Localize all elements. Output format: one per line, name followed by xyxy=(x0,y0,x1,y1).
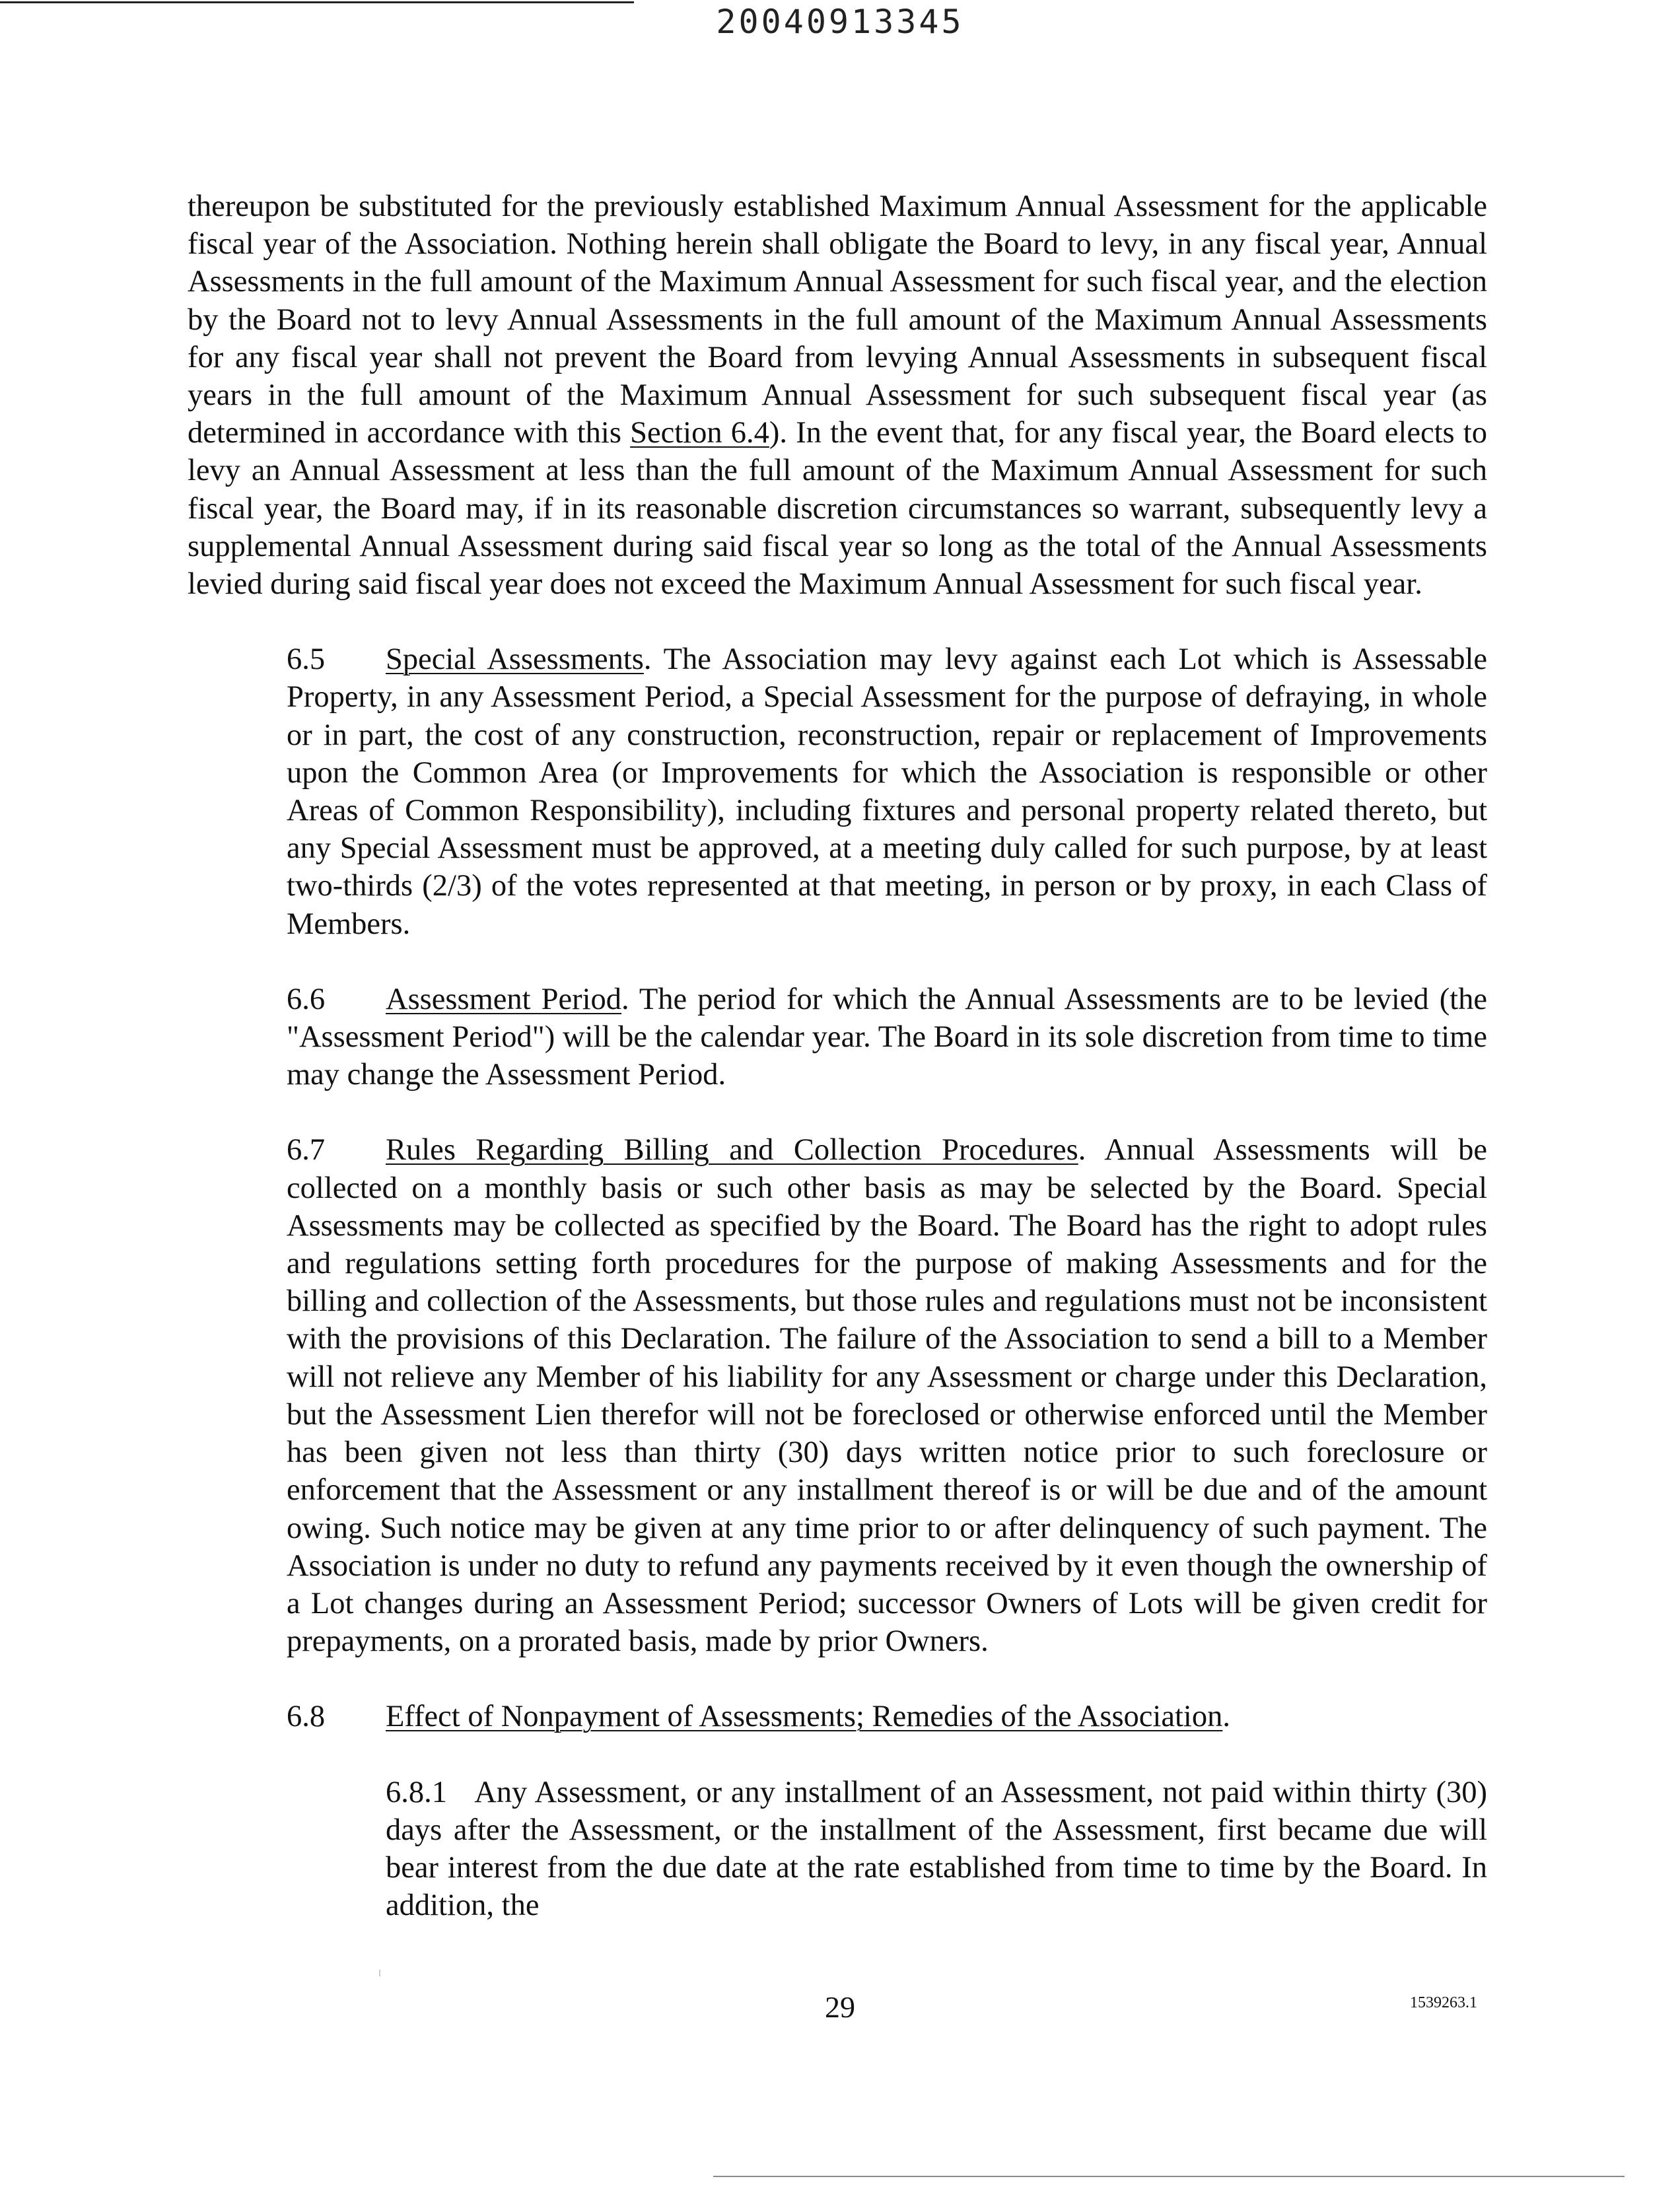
p1-text-after: ). In the event that, for any fiscal year, the Board elects to levy an Annual Assessment at less than the full amount of the Maximum Annual Assessment for such fiscal year, the Board may, if in its reasonable discretion circumstances so warrant, subsequently levy a supplemental Annual Assessment during said fiscal year so long as the total of the Annual Assessments levied during said fiscal year does not exceed the Maximum Annual Assessment for such fiscal year. xyxy=(188,416,1487,602)
subsection-number: 6.8.1 xyxy=(386,1775,447,1809)
page-number: 29 xyxy=(825,1990,855,2024)
section-6-6 xyxy=(188,981,1487,1094)
section-6-8 xyxy=(188,1698,1487,1735)
paragraph-continuation xyxy=(188,188,1487,603)
recording-number: 20040913345 xyxy=(716,3,964,41)
p1-text-before: thereupon be substituted for the previously established Maximum Annual Assessment for the applicable fiscal year of the Association. Nothing herein shall obligate the Board to levy, in any fiscal year, Annual Assessments in the full amount of the Maximum Annual Assessment for such fiscal year, and the election by the Board not to levy Annual Assessments in the full amount of the Maximum Annual Assessments for any fiscal year shall not prevent the Board from levying Annual Assessments in subsequent fiscal years in the full amount of the Maximum Annual Assessment for such subsequent fiscal year (as determined in accordance with this xyxy=(188,190,1487,450)
section-number: 6.7 xyxy=(287,1133,326,1167)
section-title: Special Assessments xyxy=(386,642,644,677)
section-body: . The Association may levy against each Lot which is Assessable Property, in any Assessment Period, a Special Assessment for the purpose of defraying, in whole or in part, the cost of any construction, reconstruction, repair or replacement of Improvements upon the Common Area (or Improvements for which the Association is responsible or other Areas of Common Responsibility), including fixtures and personal property related thereto, but any Special Assessment must be approved, at a meeting duly called for such purpose, by at least two-thirds (2/3) of the votes represented at that meeting, in person or by proxy, in each Class of Members. xyxy=(287,642,1488,941)
subsection-body: Any Assessment, or any installment of an Assessment, not paid within thirty (30) days after the Assessment, or the installment of the Assessment, first became due will bear interest from the due date at the rate established from time to time by the Board. In addition, the xyxy=(386,1775,1488,1923)
section-number: 6.6 xyxy=(287,982,326,1016)
section-6-5 xyxy=(188,641,1487,943)
section-number: 6.8 xyxy=(287,1700,326,1734)
section-title: Assessment Period xyxy=(386,982,622,1016)
section-title: Rules Regarding Billing and Collection Procedures xyxy=(386,1133,1078,1167)
section-6-7 xyxy=(188,1131,1487,1660)
document-id: 1539263.1 xyxy=(1410,1994,1477,2011)
section-body: . Annual Assessments will be collected on a monthly basis or such other basis as may be selected by the Board. Special Assessments may be collected as specified by the Board. The Board has the right to adopt rules and regulations setting forth procedures for the purpose of making Assessments and for the billing and collection of the Assessments, but those rules and regulations must not be inconsistent with the provisions of this Declaration. The failure of the Association to send a bill to a Member will not relieve any Member of his liability for any Assessment or charge under this Declaration, but the Assessment Lien therefor will not be foreclosed or otherwise enforced until the Member has been given not less than thirty (30) days written notice prior to such foreclosure or enforcement that the Assessment or any installment thereof is or will be due and of the amount owing. Such notice may be given at any time prior to or after delinquency of such payment. The Association is under no duty to refund any payments received by it even though the ownership of a Lot changes during an Assessment Period; successor Owners of Lots will be given credit for prepayments, on a prorated basis, made by prior Owners. xyxy=(287,1133,1487,1659)
section-body: . The period for which the Annual Assessments are to be levied (the "Assessment Period") will be the calendar year. The Board in its sole discretion from time to time may change the Assessment Period. xyxy=(287,982,1487,1092)
section-period: . xyxy=(1222,1700,1230,1734)
section-6-8-1 xyxy=(188,1774,1487,1925)
section-number: 6.5 xyxy=(287,642,326,677)
scan-mark xyxy=(379,1970,380,1976)
bottom-rule xyxy=(713,2176,1625,2177)
section-6-4-reference: Section 6.4 xyxy=(630,416,769,450)
section-title: Effect of Nonpayment of Assessments; Remedies of the Association xyxy=(386,1700,1223,1734)
document-body xyxy=(188,188,1487,1924)
